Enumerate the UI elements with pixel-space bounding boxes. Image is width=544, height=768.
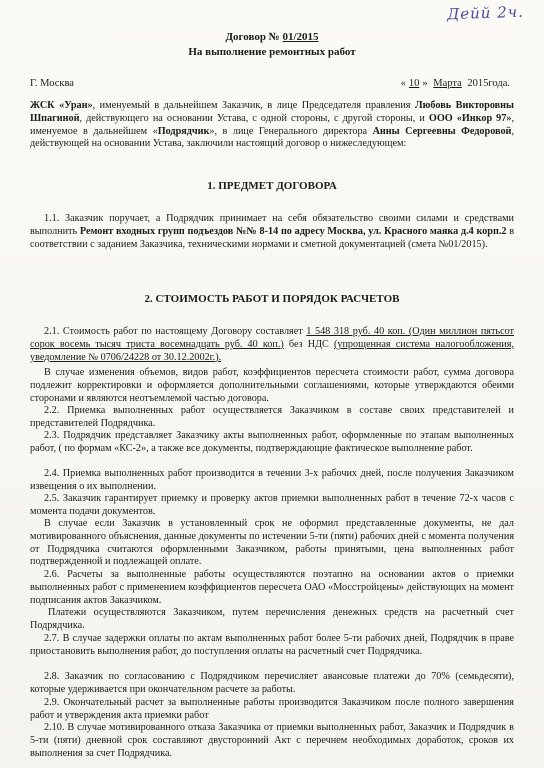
date-month: Марта	[433, 78, 462, 89]
contract-date: « 10 » Марта 2015года.	[400, 78, 510, 89]
contract-prefix: Договор №	[225, 31, 280, 43]
clause-2-5-continued: В случае если Заказчик в установленный срок не оформил представленные документы, не дал мотивированного объяснения, данные документы по истечении 5-ти (пяти) рабочих дней с момента получения от Подрядчика считаются оформленными Заказчиком, работы принятыми, цена выполненных работ подтвержденной и подлежащей оплате.	[30, 518, 514, 568]
date-day: 10	[408, 78, 420, 89]
clause-2-3: 2.3. Подрядчик представляет Заказчику акты выполненных работ, оформленные по этапам выполненных работ, ( по формам «КС-2», а также все документы, подтверждающие фактическое выполнение работ.	[30, 430, 514, 454]
clause-1-1-text-c: в соответствии с заданием Заказчика, техническими нормами и сметной документацией (смета №01/2015).	[30, 225, 515, 250]
preamble-text-5: , действующей на основании Устава, заключили настоящий договор о нижеследующем:	[30, 125, 514, 150]
clause-2-7: 2.7. В случае задержки оплаты по актам выполненных работ более 5-ти рабочих дней, Подрядчик в праве приостановить выполнения работ, до поступления оплаты на расчетный счет Подрядчика.	[30, 633, 514, 657]
preamble-text-4: », в лице Генерального директора	[209, 125, 373, 137]
preamble-text-1: , именуемый в дальнейшем Заказчик, в лице Председателя правления	[92, 100, 416, 111]
clause-2-5: 2.5. Заказчик гарантирует приемку и проверку актов приемки выполненных работ в течение 72-х часов с момента подачи документов.	[30, 493, 514, 517]
place-date-line	[30, 78, 510, 89]
chairman-name: Любовь Викторовны Шпагиной	[30, 100, 514, 124]
clause-2-8: 2.8. Заказчик по согласованию с Подрядчиком перечисляет авансовые платежи до 70% (семьдесяти), которые удерживается при окончательном расчете за работы.	[30, 671, 514, 695]
clause-2-1-vat: без НДС	[283, 338, 334, 350]
clause-2-6-payment: Платежи осуществляются Заказчиком, путем перечисления денежных средств на расчетный счет Подрядчика.	[30, 607, 514, 631]
city: Г. Москва	[30, 78, 74, 89]
contract-subtitle: На выполнение ремонтных работ	[188, 46, 356, 58]
preamble-text-2: , действующего на основании Устава, с одной стороны, с другой стороны, и	[79, 112, 429, 124]
clause-2-4: 2.4. Приемка выполненных работ производится в течении 3-х рабочих дней, после получения Заказчиком извещения о их выполнении.	[30, 468, 514, 492]
director-name: Анны Сергеевны Федоровой	[372, 125, 512, 137]
clause-2-1-text-a: 2.1. Стоимость работ по настоящему Договору составляет	[44, 326, 307, 337]
clause-2-1-amendment: В случае изменения объемов, видов работ, коэффициентов пересчета стоимости работ, сумма договора подлежит корректировки и оформляется дополнительными соглашениями, которые утверждаются обеими сторонами и являются неотъемлемой частью договора.	[30, 367, 514, 404]
contractor-term: Подрядчик	[157, 125, 210, 137]
clause-1-1-text-a: 1.1. Заказчик поручает, а Подрядчик принимает на себя обязательство своими силами и средствами выполнить	[30, 213, 514, 237]
handwritten-note: Дейй 2ч.	[446, 2, 525, 24]
preamble-text-3: , именуемое в дальнейшем «	[30, 112, 515, 137]
customer-name: ЖСК «Уран»	[30, 100, 93, 111]
section-2-title: 2. СТОИМОСТЬ РАБОТ И ПОРЯДОК РАСЧЕТОВ	[144, 293, 400, 305]
contract-number-line	[0, 30, 544, 45]
contract-number: 01/2015	[282, 31, 319, 43]
clause-2-9: 2.9. Окончательный расчет за выполненные работы производится Заказчиком после полного завершения работ и утверждения акта приемки работ	[30, 697, 514, 721]
clause-2-6: 2.6. Расчеты за выполненные работы осуществляются поэтапно на основании актов о приемки выполненных работ с применением коэффициентов пересчета ОАО «Мосстройцены» действующих на момент подписания актов Заказчиком.	[30, 569, 514, 606]
clause-2-2: 2.2. Приемка выполненных работ осуществляется Заказчиком в составе своих представителей и представителей Подрядчика.	[30, 405, 514, 429]
document-title	[0, 30, 544, 60]
clause-1-1-work-subject: Ремонт входных групп подъездов №№ 8-14 по адресу Москва, ул. Красного маяка д.4 корп.2	[79, 225, 507, 237]
clause-2-1	[30, 326, 514, 364]
preamble	[30, 100, 514, 151]
clause-2-10: 2.10. В случае мотивированного отказа Заказчика от приемки выполненных работ, Заказчик и Подрядчик в 5-ти (пяти) дневной срок составляют двусторонний Акт с перечнем необходимых доработок, сроков их выполнения за счет Подрядчика.	[30, 722, 514, 759]
contract-price: 1 548 318 руб. 40 коп. (Один миллион пятьсот сорок восемь тысяч триста восемнадцать руб. 40 коп.)	[30, 326, 514, 350]
contractor-name: ООО «Инкор 97»	[428, 112, 512, 124]
tax-system-note: (упрощенная система налогообложения, уведомление № 0706/24228 от 30.12.2002г.).	[30, 338, 514, 363]
clause-1-1	[30, 213, 514, 251]
date-year: 2015года.	[467, 78, 510, 89]
section-1-title: 1. ПРЕДМЕТ ДОГОВОРА	[207, 180, 337, 192]
